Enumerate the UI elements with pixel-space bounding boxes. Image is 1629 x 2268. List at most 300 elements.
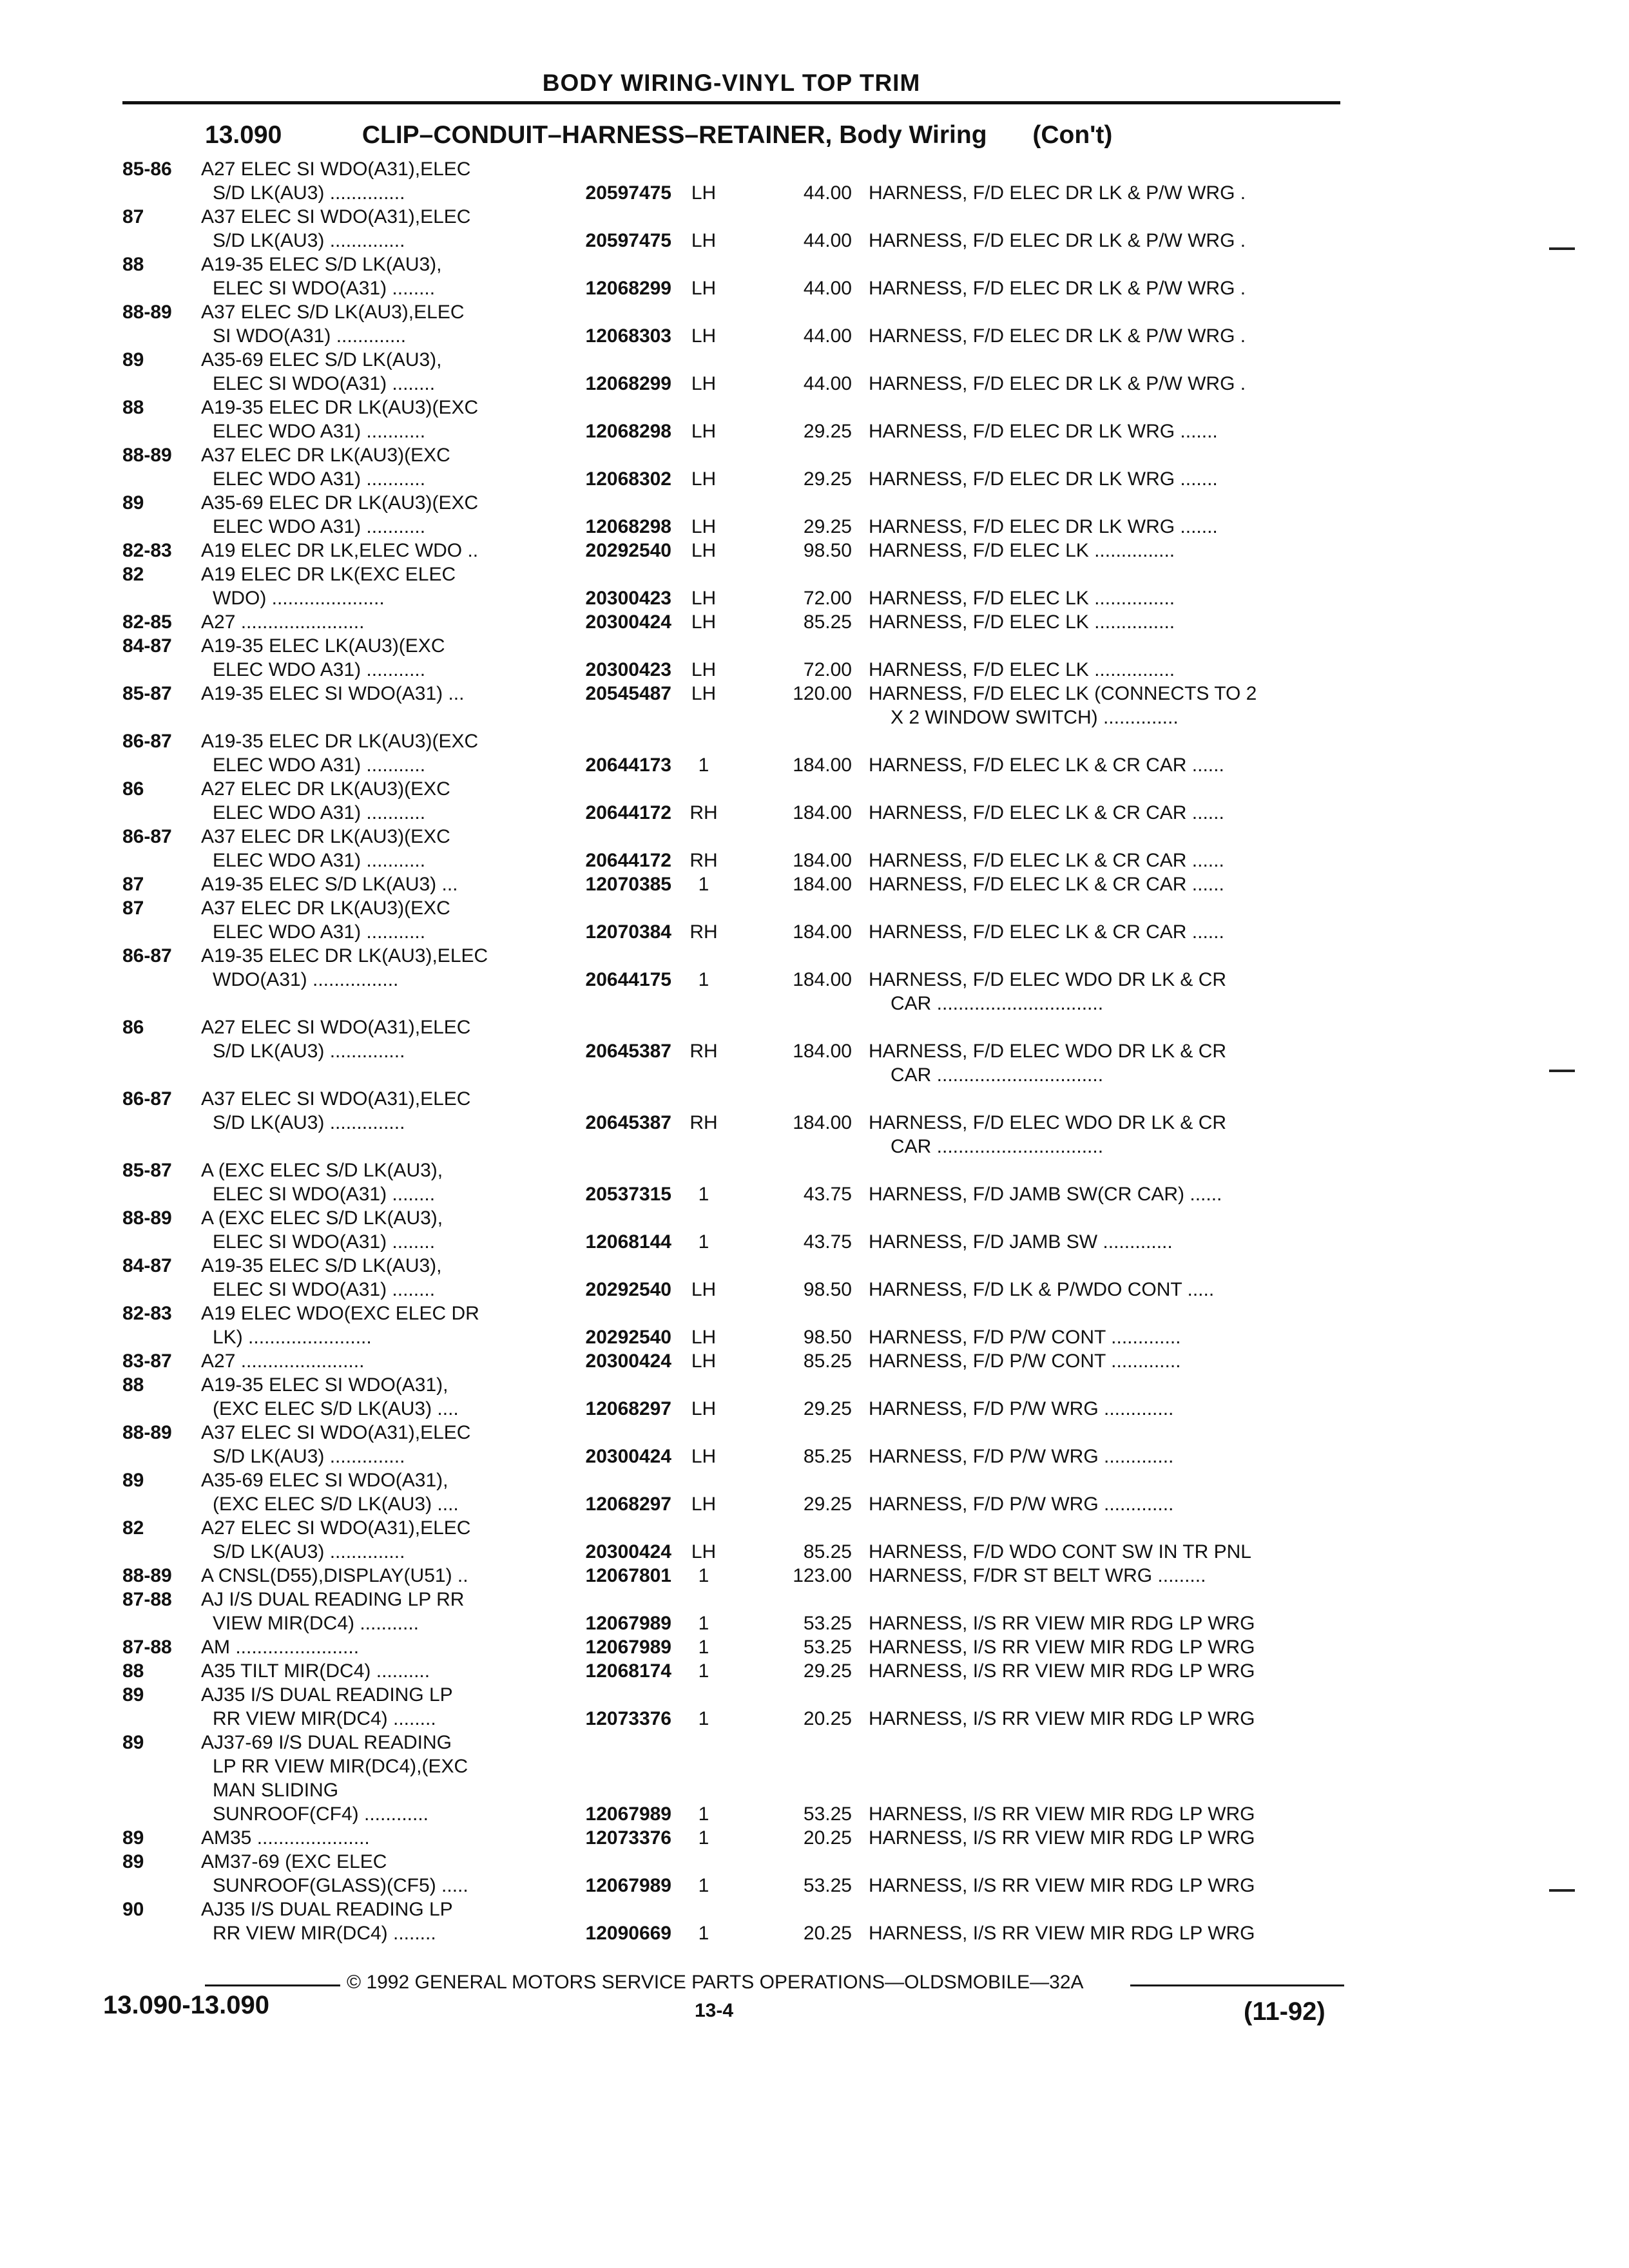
part-description: HARNESS, F/D ELEC WDO DR LK & CR bbox=[869, 969, 1227, 990]
table-row bbox=[122, 944, 1340, 968]
table-row bbox=[122, 1278, 1340, 1302]
part-number: 12068298 bbox=[585, 421, 671, 442]
table-row bbox=[122, 872, 1340, 896]
list-price: 43.75 bbox=[803, 1231, 852, 1253]
part-number: 12068299 bbox=[585, 373, 671, 394]
quantity: LH bbox=[691, 1398, 717, 1419]
part-description: X 2 WINDOW SWITCH) .............. bbox=[891, 707, 1179, 728]
list-price: 29.25 bbox=[803, 468, 852, 490]
table-row bbox=[122, 1325, 1340, 1349]
table-row bbox=[122, 1468, 1340, 1492]
quantity: 1 bbox=[698, 969, 709, 990]
application-description: LK) ....................... bbox=[213, 1327, 372, 1348]
quantity: 1 bbox=[698, 1637, 709, 1658]
list-price: 120.00 bbox=[793, 683, 852, 704]
list-price: 20.25 bbox=[803, 1708, 852, 1729]
part-number: 20644172 bbox=[585, 802, 671, 823]
application-description: S/D LK(AU3) .............. bbox=[213, 1446, 405, 1467]
list-price: 44.00 bbox=[803, 230, 852, 251]
part-number: 12090669 bbox=[585, 1923, 671, 1944]
list-price: 29.25 bbox=[803, 516, 852, 537]
application-description: A19-35 ELEC DR LK(AU3)(EXC bbox=[201, 397, 479, 418]
footer-date-code: (11-92) bbox=[1244, 1997, 1325, 2026]
part-number: 12068297 bbox=[585, 1494, 671, 1515]
table-row bbox=[122, 849, 1340, 872]
application-description: A19-35 ELEC S/D LK(AU3), bbox=[201, 254, 442, 275]
part-description: HARNESS, F/D LK & P/WDO CONT ..... bbox=[869, 1279, 1215, 1300]
application-description: S/D LK(AU3) .............. bbox=[213, 1041, 405, 1062]
list-price: 85.25 bbox=[803, 1541, 852, 1562]
table-row bbox=[122, 1087, 1340, 1111]
application-description: A37 ELEC SI WDO(A31),ELEC bbox=[201, 1422, 471, 1443]
application-description: A19-35 ELEC DR LK(AU3)(EXC bbox=[201, 731, 479, 752]
model-year: 89 bbox=[122, 492, 144, 514]
part-number: 12068298 bbox=[585, 516, 671, 537]
table-row bbox=[122, 205, 1340, 229]
table-row bbox=[122, 491, 1340, 515]
part-description: HARNESS, F/D ELEC DR LK & P/W WRG . bbox=[869, 325, 1246, 347]
list-price: 29.25 bbox=[803, 1660, 852, 1682]
list-price: 53.25 bbox=[803, 1613, 852, 1634]
list-price: 53.25 bbox=[803, 1637, 852, 1658]
quantity: RH bbox=[689, 1112, 718, 1133]
list-price: 44.00 bbox=[803, 325, 852, 347]
part-number: 12068144 bbox=[585, 1231, 671, 1253]
application-description: A CNSL(D55),DISPLAY(U51) .. bbox=[201, 1565, 468, 1586]
part-description: HARNESS, I/S RR VIEW MIR RDG LP WRG bbox=[869, 1875, 1255, 1896]
table-row bbox=[122, 1135, 1340, 1158]
part-description: HARNESS, F/D ELEC LK ............... bbox=[869, 659, 1175, 680]
part-description: HARNESS, F/DR ST BELT WRG ......... bbox=[869, 1565, 1206, 1586]
table-row bbox=[122, 586, 1340, 610]
model-year: 86-87 bbox=[122, 826, 172, 847]
application-description: A37 ELEC DR LK(AU3)(EXC bbox=[201, 826, 450, 847]
quantity: LH bbox=[691, 1279, 717, 1300]
part-description: HARNESS, I/S RR VIEW MIR RDG LP WRG bbox=[869, 1613, 1255, 1634]
table-row bbox=[122, 634, 1340, 658]
part-description: HARNESS, F/D JAMB SW(CR CAR) ...... bbox=[869, 1184, 1222, 1205]
table-row bbox=[122, 1564, 1340, 1588]
quantity: LH bbox=[691, 230, 717, 251]
model-year: 86-87 bbox=[122, 1088, 172, 1110]
application-description: A19-35 ELEC DR LK(AU3),ELEC bbox=[201, 945, 488, 966]
quantity: 1 bbox=[698, 1660, 709, 1682]
table-row bbox=[122, 1802, 1340, 1826]
application-description: A27 ELEC SI WDO(A31),ELEC bbox=[201, 1517, 471, 1539]
model-year: 88 bbox=[122, 397, 144, 418]
list-price: 72.00 bbox=[803, 659, 852, 680]
application-description: ELEC WDO A31) ........... bbox=[213, 754, 426, 776]
section-name: CLIP–CONDUIT–HARNESS–RETAINER, Body Wiring bbox=[361, 121, 987, 149]
footer-rule-left bbox=[205, 1984, 340, 1986]
table-row bbox=[122, 896, 1340, 920]
table-row bbox=[122, 348, 1340, 372]
list-price: 98.50 bbox=[803, 1327, 852, 1348]
model-year: 87-88 bbox=[122, 1637, 172, 1658]
part-number: 20300424 bbox=[585, 1541, 671, 1562]
table-row bbox=[122, 1015, 1340, 1039]
table-row bbox=[122, 706, 1340, 729]
part-description: HARNESS, F/D P/W CONT ............. bbox=[869, 1350, 1181, 1372]
application-description: S/D LK(AU3) .............. bbox=[213, 230, 405, 251]
table-row bbox=[122, 539, 1340, 562]
list-price: 184.00 bbox=[793, 874, 852, 895]
list-price: 29.25 bbox=[803, 1398, 852, 1419]
table-row bbox=[122, 1588, 1340, 1611]
list-price: 29.25 bbox=[803, 1494, 852, 1515]
quantity: LH bbox=[691, 325, 717, 347]
list-price: 184.00 bbox=[793, 1041, 852, 1062]
model-year: 85-87 bbox=[122, 683, 172, 704]
table-row bbox=[122, 1182, 1340, 1206]
part-number: 20597475 bbox=[585, 182, 671, 204]
model-year: 85-87 bbox=[122, 1160, 172, 1181]
margin-tick bbox=[1549, 1070, 1575, 1072]
model-year: 88 bbox=[122, 1374, 144, 1396]
table-row bbox=[122, 1659, 1340, 1683]
application-description: A35-69 ELEC SI WDO(A31), bbox=[201, 1470, 448, 1491]
part-number: 12067801 bbox=[585, 1565, 671, 1586]
application-description: A35 TILT MIR(DC4) .......... bbox=[201, 1660, 430, 1682]
part-description: HARNESS, F/D ELEC DR LK WRG ....... bbox=[869, 421, 1218, 442]
table-row bbox=[122, 1492, 1340, 1516]
table-row bbox=[122, 1707, 1340, 1731]
table-row bbox=[122, 467, 1340, 491]
part-number: 12068303 bbox=[585, 325, 671, 347]
quantity: 1 bbox=[698, 1565, 709, 1586]
list-price: 184.00 bbox=[793, 802, 852, 823]
part-number: 12068302 bbox=[585, 468, 671, 490]
table-row bbox=[122, 753, 1340, 777]
margin-tick bbox=[1549, 1889, 1575, 1892]
table-row bbox=[122, 1540, 1340, 1564]
table-row bbox=[122, 1111, 1340, 1135]
quantity: LH bbox=[691, 683, 717, 704]
application-description: RR VIEW MIR(DC4) ........ bbox=[213, 1923, 436, 1944]
application-description: MAN SLIDING bbox=[213, 1780, 339, 1801]
section-number: 13.090 bbox=[205, 121, 282, 149]
application-description: ELEC WDO A31) ........... bbox=[213, 468, 426, 490]
quantity: LH bbox=[691, 373, 717, 394]
quantity: LH bbox=[691, 1327, 717, 1348]
model-year: 84-87 bbox=[122, 635, 172, 657]
table-row bbox=[122, 1683, 1340, 1707]
model-year: 89 bbox=[122, 1732, 144, 1753]
part-description: HARNESS, I/S RR VIEW MIR RDG LP WRG bbox=[869, 1708, 1255, 1729]
part-description: HARNESS, F/D ELEC DR LK WRG ....... bbox=[869, 468, 1218, 490]
list-price: 20.25 bbox=[803, 1923, 852, 1944]
part-number: 20292540 bbox=[585, 1279, 671, 1300]
table-row bbox=[122, 1158, 1340, 1182]
model-year: 88 bbox=[122, 1660, 144, 1682]
application-description: A27 ELEC DR LK(AU3)(EXC bbox=[201, 778, 450, 800]
application-description: ELEC SI WDO(A31) ........ bbox=[213, 1184, 436, 1205]
list-price: 44.00 bbox=[803, 278, 852, 299]
part-description: HARNESS, I/S RR VIEW MIR RDG LP WRG bbox=[869, 1923, 1255, 1944]
list-price: 29.25 bbox=[803, 421, 852, 442]
model-year: 82-85 bbox=[122, 611, 172, 633]
application-description: AJ35 I/S DUAL READING LP bbox=[201, 1684, 453, 1706]
quantity: 1 bbox=[698, 1803, 709, 1825]
list-price: 184.00 bbox=[793, 754, 852, 776]
table-row bbox=[122, 1230, 1340, 1254]
table-row bbox=[122, 253, 1340, 276]
part-description: HARNESS, F/D ELEC WDO DR LK & CR bbox=[869, 1112, 1227, 1133]
model-year: 90 bbox=[122, 1899, 144, 1920]
list-price: 98.50 bbox=[803, 540, 852, 561]
quantity: 1 bbox=[698, 1708, 709, 1729]
quantity: 1 bbox=[698, 1923, 709, 1944]
application-description: RR VIEW MIR(DC4) ........ bbox=[213, 1708, 436, 1729]
part-number: 20300424 bbox=[585, 1350, 671, 1372]
part-number: 20597475 bbox=[585, 230, 671, 251]
application-description: A19-35 ELEC S/D LK(AU3) ... bbox=[201, 874, 458, 895]
part-number: 20292540 bbox=[585, 1327, 671, 1348]
quantity: LH bbox=[691, 1350, 717, 1372]
table-row bbox=[122, 658, 1340, 682]
application-description: A (EXC ELEC S/D LK(AU3), bbox=[201, 1160, 443, 1181]
part-description: HARNESS, F/D P/W CONT ............. bbox=[869, 1327, 1181, 1348]
list-price: 184.00 bbox=[793, 969, 852, 990]
application-description: AJ37-69 I/S DUAL READING bbox=[201, 1732, 452, 1753]
quantity: LH bbox=[691, 1541, 717, 1562]
table-row bbox=[122, 1039, 1340, 1063]
part-number: 12070384 bbox=[585, 921, 671, 943]
application-description: ELEC WDO A31) ........... bbox=[213, 921, 426, 943]
application-description: (EXC ELEC S/D LK(AU3) .... bbox=[213, 1494, 459, 1515]
table-row bbox=[122, 1874, 1340, 1898]
part-number: 20644173 bbox=[585, 754, 671, 776]
application-description: ELEC WDO A31) ........... bbox=[213, 802, 426, 823]
list-price: 72.00 bbox=[803, 588, 852, 609]
model-year: 89 bbox=[122, 1851, 144, 1872]
model-year: 85-86 bbox=[122, 159, 172, 180]
table-row bbox=[122, 276, 1340, 300]
table-row bbox=[122, 682, 1340, 706]
part-description: HARNESS, F/D ELEC WDO DR LK & CR bbox=[869, 1041, 1227, 1062]
application-description: A35-69 ELEC DR LK(AU3)(EXC bbox=[201, 492, 479, 514]
quantity: LH bbox=[691, 516, 717, 537]
quantity: RH bbox=[689, 1041, 718, 1062]
list-price: 44.00 bbox=[803, 373, 852, 394]
table-row bbox=[122, 801, 1340, 825]
part-description: HARNESS, F/D P/W WRG ............. bbox=[869, 1446, 1174, 1467]
list-price: 44.00 bbox=[803, 182, 852, 204]
part-number: 20537315 bbox=[585, 1184, 671, 1205]
application-description: ELEC SI WDO(A31) ........ bbox=[213, 1231, 436, 1253]
model-year: 86-87 bbox=[122, 945, 172, 966]
table-row bbox=[122, 992, 1340, 1015]
table-row bbox=[122, 324, 1340, 348]
table-row bbox=[122, 562, 1340, 586]
part-description: CAR ............................... bbox=[891, 993, 1104, 1014]
list-price: 85.25 bbox=[803, 611, 852, 633]
footer-page-number: 13-4 bbox=[695, 2000, 734, 2021]
table-row bbox=[122, 1349, 1340, 1373]
list-price: 184.00 bbox=[793, 921, 852, 943]
application-description: WDO) ..................... bbox=[213, 588, 385, 609]
part-description: HARNESS, F/D ELEC LK ............... bbox=[869, 588, 1175, 609]
list-price: 20.25 bbox=[803, 1827, 852, 1849]
list-price: 43.75 bbox=[803, 1184, 852, 1205]
part-number: 20300423 bbox=[585, 588, 671, 609]
quantity: RH bbox=[689, 921, 718, 943]
model-year: 82-83 bbox=[122, 1303, 172, 1324]
application-description: A37 ELEC SI WDO(A31),ELEC bbox=[201, 206, 471, 227]
part-description: HARNESS, I/S RR VIEW MIR RDG LP WRG bbox=[869, 1660, 1255, 1682]
quantity: 1 bbox=[698, 1613, 709, 1634]
quantity: LH bbox=[691, 182, 717, 204]
part-description: HARNESS, F/D ELEC LK ............... bbox=[869, 611, 1175, 633]
part-description: CAR ............................... bbox=[891, 1136, 1104, 1157]
quantity: LH bbox=[691, 588, 717, 609]
quantity: LH bbox=[691, 1446, 717, 1467]
part-number: 12067989 bbox=[585, 1875, 671, 1896]
application-description: A27 ....................... bbox=[201, 611, 365, 633]
table-row bbox=[122, 825, 1340, 849]
list-price: 85.25 bbox=[803, 1446, 852, 1467]
part-description: HARNESS, F/D ELEC LK (CONNECTS TO 2 bbox=[869, 683, 1257, 704]
application-description: ELEC SI WDO(A31) ........ bbox=[213, 278, 436, 299]
application-description: LP RR VIEW MIR(DC4),(EXC bbox=[213, 1756, 468, 1777]
model-year: 82-83 bbox=[122, 540, 172, 561]
part-number: 20545487 bbox=[585, 683, 671, 704]
model-year: 89 bbox=[122, 349, 144, 370]
model-year: 86-87 bbox=[122, 731, 172, 752]
list-price: 53.25 bbox=[803, 1875, 852, 1896]
quantity: 1 bbox=[698, 1875, 709, 1896]
part-number: 20292540 bbox=[585, 540, 671, 561]
quantity: LH bbox=[691, 421, 717, 442]
table-row bbox=[122, 729, 1340, 753]
part-number: 12067989 bbox=[585, 1637, 671, 1658]
list-price: 184.00 bbox=[793, 1112, 852, 1133]
application-description: WDO(A31) ................ bbox=[213, 969, 399, 990]
model-year: 86 bbox=[122, 1017, 144, 1038]
application-description: A19-35 ELEC S/D LK(AU3), bbox=[201, 1255, 442, 1276]
part-description: HARNESS, F/D ELEC LK & CR CAR ...... bbox=[869, 850, 1224, 871]
application-description: (EXC ELEC S/D LK(AU3) .... bbox=[213, 1398, 459, 1419]
table-row bbox=[122, 777, 1340, 801]
model-year: 89 bbox=[122, 1470, 144, 1491]
model-year: 83-87 bbox=[122, 1350, 172, 1372]
application-description: S/D LK(AU3) .............. bbox=[213, 1112, 405, 1133]
table-row bbox=[122, 1445, 1340, 1468]
table-row bbox=[122, 1754, 1340, 1778]
application-description: S/D LK(AU3) .............. bbox=[213, 1541, 405, 1562]
quantity: LH bbox=[691, 468, 717, 490]
part-description: HARNESS, F/D ELEC DR LK & P/W WRG . bbox=[869, 373, 1246, 394]
application-description: A19 ELEC DR LK(EXC ELEC bbox=[201, 564, 456, 585]
quantity: 1 bbox=[698, 874, 709, 895]
part-description: HARNESS, F/D ELEC DR LK & P/W WRG . bbox=[869, 278, 1246, 299]
quantity: 1 bbox=[698, 754, 709, 776]
part-description: HARNESS, I/S RR VIEW MIR RDG LP WRG bbox=[869, 1637, 1255, 1658]
application-description: ELEC SI WDO(A31) ........ bbox=[213, 373, 436, 394]
model-year: 88 bbox=[122, 254, 144, 275]
copyright-notice: © 1992 GENERAL MOTORS SERVICE PARTS OPERATIONS—OLDSMOBILE—32A bbox=[347, 1972, 1084, 1993]
page-header-title: BODY WIRING-VINYL TOP TRIM bbox=[542, 70, 921, 96]
quantity: 1 bbox=[698, 1827, 709, 1849]
part-number: 12073376 bbox=[585, 1827, 671, 1849]
application-description: A (EXC ELEC S/D LK(AU3), bbox=[201, 1207, 443, 1229]
application-description: ELEC SI WDO(A31) ........ bbox=[213, 1279, 436, 1300]
margin-tick bbox=[1549, 247, 1575, 250]
table-row bbox=[122, 920, 1340, 944]
table-row bbox=[122, 1254, 1340, 1278]
application-description: A19 ELEC WDO(EXC ELEC DR bbox=[201, 1303, 479, 1324]
part-number: 12067989 bbox=[585, 1803, 671, 1825]
model-year: 87 bbox=[122, 874, 144, 895]
application-description: AJ I/S DUAL READING LP RR bbox=[201, 1589, 465, 1610]
application-description: A35-69 ELEC S/D LK(AU3), bbox=[201, 349, 442, 370]
application-description: A37 ELEC DR LK(AU3)(EXC bbox=[201, 445, 450, 466]
table-row bbox=[122, 1302, 1340, 1325]
part-description: HARNESS, F/D WDO CONT SW IN TR PNL bbox=[869, 1541, 1251, 1562]
model-year: 88-89 bbox=[122, 1565, 172, 1586]
model-year: 88-89 bbox=[122, 302, 172, 323]
application-description: AM ....................... bbox=[201, 1637, 360, 1658]
quantity: LH bbox=[691, 278, 717, 299]
application-description: ELEC WDO A31) ........... bbox=[213, 659, 426, 680]
model-year: 84-87 bbox=[122, 1255, 172, 1276]
section-continued: (Con't) bbox=[1032, 121, 1113, 149]
part-number: 20644172 bbox=[585, 850, 671, 871]
list-price: 85.25 bbox=[803, 1350, 852, 1372]
list-price: 53.25 bbox=[803, 1803, 852, 1825]
table-row bbox=[122, 419, 1340, 443]
application-description: S/D LK(AU3) .............. bbox=[213, 182, 405, 204]
table-row bbox=[122, 396, 1340, 419]
table-row bbox=[122, 1731, 1340, 1754]
model-year: 89 bbox=[122, 1827, 144, 1849]
part-description: HARNESS, F/D ELEC DR LK WRG ....... bbox=[869, 516, 1218, 537]
application-description: A37 ELEC S/D LK(AU3),ELEC bbox=[201, 302, 465, 323]
application-description: A37 ELEC DR LK(AU3)(EXC bbox=[201, 898, 450, 919]
application-description: AM37-69 (EXC ELEC bbox=[201, 1851, 387, 1872]
list-price: 123.00 bbox=[793, 1565, 852, 1586]
table-row bbox=[122, 181, 1340, 205]
list-price: 184.00 bbox=[793, 850, 852, 871]
list-price: 98.50 bbox=[803, 1279, 852, 1300]
table-row bbox=[122, 1397, 1340, 1421]
table-row bbox=[122, 157, 1340, 181]
part-number: 20300424 bbox=[585, 1446, 671, 1467]
model-year: 88-89 bbox=[122, 1207, 172, 1229]
model-year: 86 bbox=[122, 778, 144, 800]
quantity: RH bbox=[689, 802, 718, 823]
table-row bbox=[122, 1826, 1340, 1850]
part-number: 12068174 bbox=[585, 1660, 671, 1682]
part-number: 20300424 bbox=[585, 611, 671, 633]
quantity: LH bbox=[691, 1494, 717, 1515]
part-number: 20645387 bbox=[585, 1041, 671, 1062]
table-row bbox=[122, 1373, 1340, 1397]
table-row bbox=[122, 300, 1340, 324]
part-number: 12067989 bbox=[585, 1613, 671, 1634]
table-row bbox=[122, 1421, 1340, 1445]
part-description: HARNESS, F/D ELEC DR LK & P/W WRG . bbox=[869, 182, 1246, 204]
application-description: A19-35 ELEC SI WDO(A31), bbox=[201, 1374, 448, 1396]
application-description: A27 ELEC SI WDO(A31),ELEC bbox=[201, 1017, 471, 1038]
parts-list bbox=[122, 157, 1340, 1945]
table-row bbox=[122, 443, 1340, 467]
part-description: HARNESS, F/D P/W WRG ............. bbox=[869, 1494, 1174, 1515]
application-description: A19 ELEC DR LK,ELEC WDO .. bbox=[201, 540, 479, 561]
part-description: HARNESS, F/D ELEC LK ............... bbox=[869, 540, 1175, 561]
application-description: ELEC WDO A31) ........... bbox=[213, 850, 426, 871]
application-description: ELEC WDO A31) ........... bbox=[213, 421, 426, 442]
